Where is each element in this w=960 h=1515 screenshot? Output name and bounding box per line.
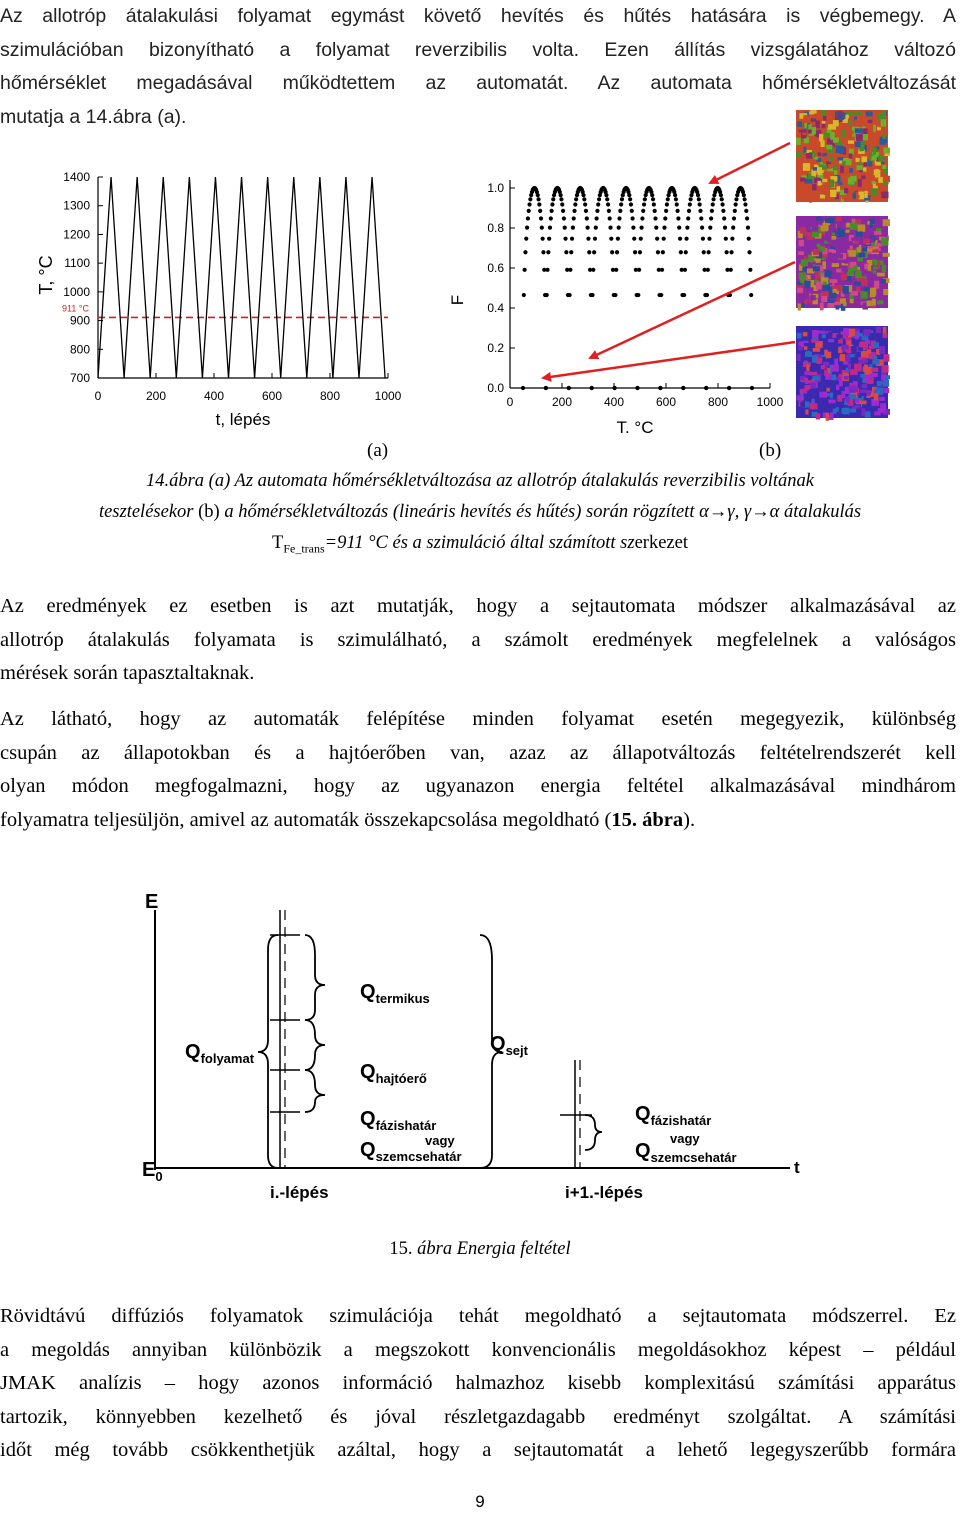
label-Q-hajtoero: $Q_{hajtóerő}$ <box>360 1061 427 1086</box>
axis-E0: $E_0$ <box>142 1159 163 1184</box>
paragraph-diffusion: Rövidtávú diffúziós folyamatok szimulációja tehát megoldható a sejtautomata módszerrel. Ez a megoldás annyiban különbözik a megszokott konvencionális megoldásokhoz képest – például JMAK analízis – hogy azonos információ halmazhoz kisebb komplexitású számítási apparátus tartozik, könnyebben kezelhető és jóval részletgazdagabb eredményt szolgáltat. A számítási időt még tovább csökkenthetjük azáltal, hogy a sejtautomatát a lehető legegyszerűbb formára <box>0 1305 956 1461</box>
chart-14b-xlabel: T. °C <box>616 418 654 437</box>
label-step-i: i.-lépés <box>270 1183 329 1202</box>
chart-14a-xtick: 1000 <box>374 389 402 403</box>
chart-14b-ytick: 0.0 <box>487 381 504 395</box>
label-step-i1: i+1.-lépés <box>565 1183 643 1202</box>
intro-line-3: hőmérséklet megadásával működtettem az automatát. Az automata hőmérsékletváltozását <box>0 72 956 94</box>
chart-14a-xtick: 600 <box>261 389 283 403</box>
chart-14a-ytick: 1400 <box>63 170 90 184</box>
chart-14a-ytick: 900 <box>69 313 90 328</box>
caption-line-2: tesztelésekor (b) a hőmérsékletváltozás (lineáris hevítés és hűtés) során rögzített α→γ, γ→α átalakulás <box>98 502 862 522</box>
chart-14b-xtick: 800 <box>707 395 729 409</box>
page-number: 9 <box>475 1492 485 1511</box>
chart-14b-ylabel: F <box>448 294 467 306</box>
arrow-top <box>710 143 790 183</box>
chart-14a-xtick: 400 <box>203 389 225 403</box>
axis-E: E <box>145 891 159 913</box>
label-Q-fazishatar-i1: $Q_{fázishatár}$ <box>635 1103 712 1128</box>
chart-14a-ytick: 1100 <box>64 256 90 271</box>
figure-15-caption: 15. ábra Energia feltétel <box>389 1239 571 1259</box>
chart-14a-xtick: 200 <box>145 389 167 403</box>
arrow-middle <box>590 262 795 358</box>
chart-14a-ytick: 1300 <box>63 198 90 213</box>
figure-ref-14a: 14.ábra (a) <box>85 105 182 128</box>
chart-14a-ytick: 800 <box>69 342 90 357</box>
paragraph-automata: Az látható, hogy az automaták felépítése minden folyamat esetén megegyezik, különbség csupán az állapotokban és a hajtóerőben van, azaz az állapotváltozás feltételrendszerét kell olyan módon megfogalmazni, hogy az ugyanazon energia feltétel alkalmazásával mindhárom folyamatra teljesüljön, amivel az automaták összekapcsolása megoldható (15. ábra). <box>0 708 956 831</box>
label-vagy-i: vagy <box>425 1133 455 1148</box>
figure-14-caption <box>0 466 960 565</box>
label-Q-fazishatar-i: $Q_{fázishatár}$ <box>360 1108 437 1133</box>
intro-line-1: Az allotróp átalakulási folyamat egymást követő hevítés és hűtés hatására is végbemegy. A <box>0 5 956 27</box>
figure-ref-15: 15. ábra <box>611 808 684 831</box>
chart-14b-xtick: 0 <box>506 395 514 409</box>
figure-14-label-a: (a) <box>367 440 389 461</box>
chart-14a-ytick: 700 <box>69 371 90 385</box>
label-Q-sejt: $Q_{sejt}$ <box>490 1033 528 1058</box>
chart-14a-ref-label: 911 °C <box>62 303 89 314</box>
chart-14b-ytick: 0.4 <box>487 301 504 315</box>
caption-line-3: $T_{Fe\_trans}=911$ °C és a szimuláció által számított szerkezet <box>272 533 688 556</box>
annotation-arrows <box>0 0 960 460</box>
paragraph-results: Az eredmények ez esetben is azt mutatják, hogy a sejtautomata módszer alkalmazásával az allotróp átalakulás folyamata is szimulálható, a számolt eredmények megfelelnek a valóságos mérések során tapasztaltaknak. <box>0 595 956 684</box>
chart-14b-ytick: 0.2 <box>487 341 504 355</box>
chart-14a-xtick: 800 <box>319 389 341 403</box>
label-Q-termikus: $Q_{termikus}$ <box>360 981 430 1006</box>
label-Q-szemcsehatar-i1: $Q_{szemcsehatár}$ <box>635 1140 737 1165</box>
chart-14a-ytick: 1200 <box>63 227 90 242</box>
chart-14b-xtick: 200 <box>551 395 573 409</box>
chart-14a-ytick: 1000 <box>63 284 90 299</box>
chart-14b-ytick: 0.6 <box>487 261 504 275</box>
label-Q-szemcsehatar-i: $Q_{szemcsehatár}$ <box>360 1139 462 1164</box>
intro-line-2: szimulációban bizonyítható a folyamat reverzibilis volta. Ezen állítás vizsgálatához változó <box>0 38 956 61</box>
arrow-bottom <box>543 342 795 378</box>
chart-14b-ytick: 0.8 <box>487 221 504 235</box>
label-Q-folyamat: $Q_{folyamat}$ <box>185 1041 255 1066</box>
axis-t: t <box>794 1158 800 1177</box>
chart-14b-xtick: 600 <box>655 395 677 409</box>
chart-14b-xtick: 400 <box>603 395 625 409</box>
label-vagy-i1: vagy <box>670 1131 700 1146</box>
chart-14a-xtick: 0 <box>94 389 102 403</box>
chart-14b-ytick: 1.0 <box>487 181 504 195</box>
chart-14b-xtick: 1000 <box>756 395 784 409</box>
chart-14a-xlabel: t, lépés <box>215 410 271 429</box>
caption-line-1: 14.ábra (a) Az automata hőmérsékletváltozása az allotróp átalakulás reverzibilis voltának <box>145 471 814 491</box>
figure-14-label-b: (b) <box>759 440 782 461</box>
intro-line-4: mutatja a 14.ábra (a). <box>0 105 187 128</box>
figure-15-diagram <box>130 880 830 1215</box>
chart-14a-ylabel: T, °C <box>36 255 56 295</box>
